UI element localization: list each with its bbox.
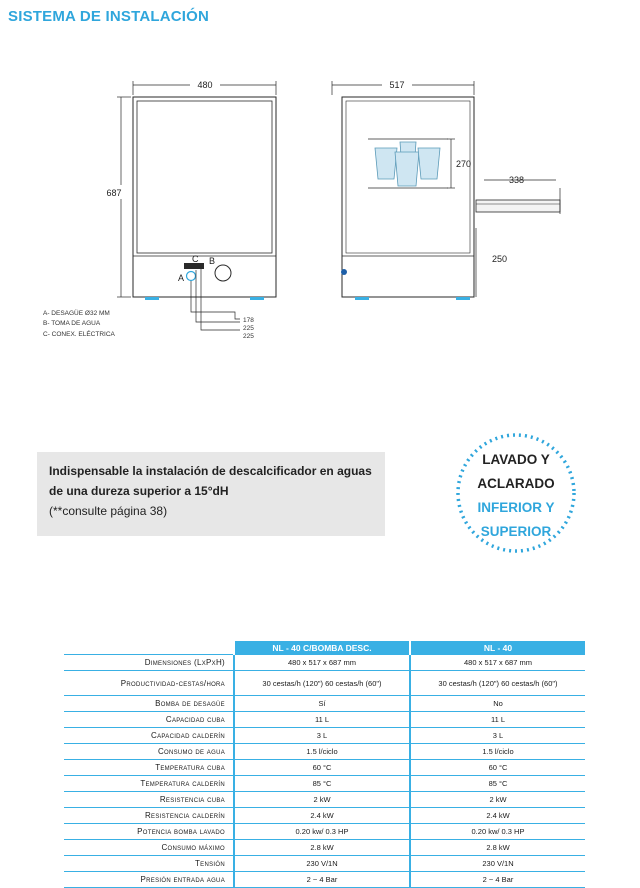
- table-header-col2: NL - 40: [410, 641, 585, 655]
- row-value-col2: 480 x 517 x 687 mm: [410, 655, 585, 671]
- row-label: Capacidad cuba: [64, 712, 234, 728]
- row-value-col2: 3 L: [410, 728, 585, 744]
- spec-table: [64, 641, 585, 888]
- conn-dim-178: 178: [243, 317, 254, 324]
- row-label: Temperatura calderín: [64, 776, 234, 792]
- row-value-col1: 85 °C: [234, 776, 410, 792]
- row-value-col2: 0.20 kw/ 0.3 HP: [410, 824, 585, 840]
- table-row: [64, 792, 585, 808]
- row-label: Bomba de desagüe: [64, 696, 234, 712]
- table-row: [64, 824, 585, 840]
- row-label: Productividad-cestas/hora: [64, 671, 234, 696]
- row-value-col1: 480 x 517 x 687 mm: [234, 655, 410, 671]
- row-value-col1: 230 V/1N: [234, 856, 410, 872]
- table-header-empty: [64, 641, 234, 655]
- row-label: Presión entrada agua: [64, 872, 234, 888]
- rack-height-label: 270: [456, 159, 472, 169]
- row-label: Resistencia cuba: [64, 792, 234, 808]
- row-value-col1: 2.8 kW: [234, 840, 410, 856]
- table-row: [64, 760, 585, 776]
- legend-b: B- TOMA DE AGUA: [43, 320, 101, 327]
- wash-badge: [451, 448, 581, 544]
- row-value-col2: 11 L: [410, 712, 585, 728]
- conn-c-label: C: [192, 254, 199, 264]
- row-value-col1: 11 L: [234, 712, 410, 728]
- row-label: Dimensiones (LxPxH): [64, 655, 234, 671]
- front-view: [117, 81, 276, 330]
- table-row: [64, 872, 585, 888]
- table-row: [64, 840, 585, 856]
- tray-label: 338: [509, 175, 525, 185]
- table-row: [64, 655, 585, 671]
- row-value-col2: 230 V/1N: [410, 856, 585, 872]
- row-value-col1: Sí: [234, 696, 410, 712]
- row-value-col2: 2 kW: [410, 792, 585, 808]
- conn-a-label: A: [178, 273, 185, 283]
- installation-drawing: [0, 60, 640, 360]
- water-hardness-note: [37, 452, 385, 536]
- conn-b-label: B: [209, 256, 216, 266]
- note-page-ref: (**consulte página 38): [49, 504, 168, 518]
- row-value-col1: 2 ~ 4 Bar: [234, 872, 410, 888]
- row-value-col2: 60 °C: [410, 760, 585, 776]
- row-label: Capacidad calderín: [64, 728, 234, 744]
- row-value-col2: 2 ~ 4 Bar: [410, 872, 585, 888]
- table-row: [64, 671, 585, 696]
- badge-line3: INFERIOR Y: [477, 500, 555, 515]
- row-value-col2: 2.8 kW: [410, 840, 585, 856]
- row-label: Potencia bomba lavado: [64, 824, 234, 840]
- row-label: Tensión: [64, 856, 234, 872]
- row-label: Resistencia calderín: [64, 808, 234, 824]
- conn-dim-225a: 225: [243, 325, 254, 332]
- glasses-icon: [375, 142, 440, 186]
- row-label: Consumo de agua: [64, 744, 234, 760]
- row-value-col1: 3 L: [234, 728, 410, 744]
- row-value-col1: 0.20 kw/ 0.3 HP: [234, 824, 410, 840]
- table-row: [64, 696, 585, 712]
- page-title: SISTEMA DE INSTALACIÓN: [8, 8, 210, 25]
- legend-a: A- DESAGÜE Ø32 MM: [43, 310, 110, 317]
- row-value-col1: 60 °C: [234, 760, 410, 776]
- conn-dim-225b: 225: [243, 333, 254, 340]
- row-value-col2: 85 °C: [410, 776, 585, 792]
- row-value-col2: 30 cestas/h (120") 60 cestas/h (60"): [410, 671, 585, 696]
- table-row: [64, 776, 585, 792]
- table-row: [64, 856, 585, 872]
- badge-line2: ACLARADO: [477, 476, 555, 491]
- side-view: [332, 81, 560, 300]
- table-row: [64, 712, 585, 728]
- note-bold-text: Indispensable la instalación de descalcificador en aguas de una dureza superior a 15°dH: [49, 464, 372, 498]
- front-height-label: 687: [106, 188, 122, 198]
- table-header-col1: NL - 40 C/BOMBA DESC.: [234, 641, 410, 655]
- badge-line1: LAVADO Y: [482, 452, 550, 467]
- row-value-col1: 1.5 l/ciclo: [234, 744, 410, 760]
- table-header-row: [64, 641, 585, 655]
- row-value-col1: 2.4 kW: [234, 808, 410, 824]
- side-depth-label: 517: [389, 80, 405, 90]
- row-label: Consumo máximo: [64, 840, 234, 856]
- row-value-col2: 2.4 kW: [410, 808, 585, 824]
- table-row: [64, 744, 585, 760]
- legend-c: C- CONEX. ELÉCTRICA: [43, 331, 115, 338]
- row-value-col2: No: [410, 696, 585, 712]
- bottom-height-label: 250: [492, 254, 508, 264]
- front-width-label: 480: [197, 80, 213, 90]
- badge-line4: SUPERIOR: [480, 524, 552, 539]
- row-value-col2: 1.5 l/ciclo: [410, 744, 585, 760]
- row-label: Temperatura cuba: [64, 760, 234, 776]
- table-row: [64, 808, 585, 824]
- table-row: [64, 728, 585, 744]
- row-value-col1: 2 kW: [234, 792, 410, 808]
- row-value-col1: 30 cestas/h (120") 60 cestas/h (60"): [234, 671, 410, 696]
